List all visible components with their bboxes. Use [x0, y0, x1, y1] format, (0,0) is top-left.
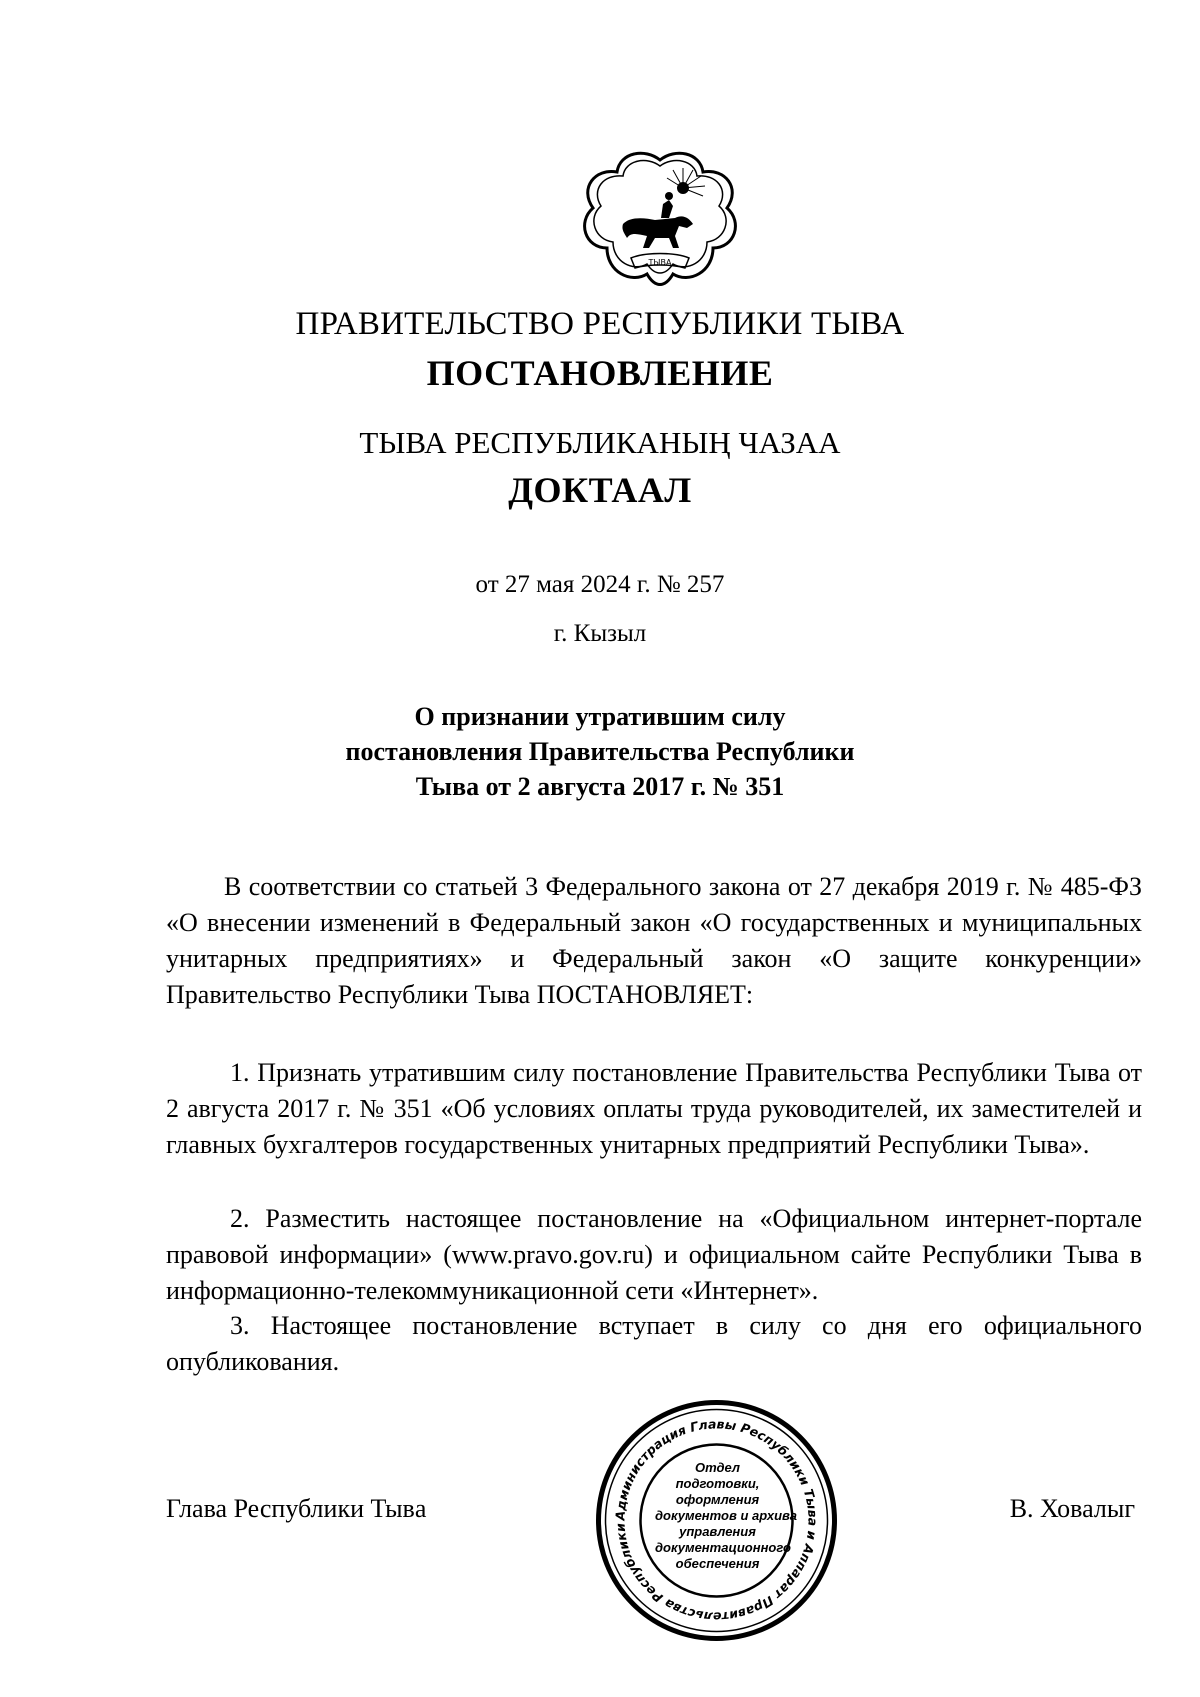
document-type-ru: ПОСТАНОВЛЕНИЕ — [426, 353, 774, 393]
preamble-paragraph: В соответствии со статьей 3 Федерального закона от 27 декабря 2019 г. № 485-ФЗ «О внесении изменений в Федеральный закон «О государственных и муниципальных унитарных предприятиях» и Федеральный закон «О защите конкуренции» Правительство Республики Тыва ПОСТАНОВЛЯЕТ: — [166, 872, 1142, 1009]
clause-3-paragraph: 3. Настоящее постановление вступает в силу со дня его официального опубликования. — [166, 1311, 1142, 1376]
emblem-ribbon-text: ТЫВА — [648, 258, 672, 267]
official-stamp — [594, 1398, 839, 1643]
clause-1-paragraph: 1. Признать утратившим силу постановление Правительства Республики Тыва от 2 августа 2017 г. № 351 «Об условиях оплаты труда руководителей, их заместителей и главных бухгалтеров государственных унитарных предприятий Республики Тыва». — [166, 1058, 1142, 1159]
tuva-coat-of-arms-icon — [575, 148, 745, 298]
stamp-line: оформления — [675, 1492, 760, 1507]
stamp-line: документационного — [655, 1540, 791, 1555]
stamp-line: обеспечения — [675, 1556, 760, 1571]
document-title-line: О признании утратившим силу — [414, 702, 786, 731]
document-title-line: постановления Правительства Республики — [345, 737, 855, 766]
stamp-line: документов и архива — [655, 1508, 797, 1523]
document-title — [0, 699, 1200, 804]
document-type-tuv: ДОКТААЛ — [508, 470, 692, 510]
stamp-ring-text: Администрация Главы Республики Тыва и Аппарат Правительства Республики — [612, 1416, 821, 1625]
document-date-number: от 27 мая 2024 г. № 257 — [475, 571, 725, 598]
document-title-line: Тыва от 2 августа 2017 г. № 351 — [415, 772, 785, 801]
document-city: г. Кызыл — [553, 620, 647, 647]
signatory-position: Глава Республики Тывa — [166, 1494, 427, 1523]
stamp-inner-text — [655, 1460, 797, 1572]
issuing-authority-tuv: ТЫВА РЕСПУБЛИКАНЫҢ ЧАЗАА — [359, 425, 841, 460]
stamp-line: подготовки, — [675, 1476, 760, 1491]
stamp-line: Отдел — [694, 1460, 740, 1475]
stamp-line: управления — [679, 1524, 756, 1539]
signatory-name: В. Ховалыг — [1009, 1494, 1135, 1523]
clause-2-paragraph: 2. Разместить настоящее постановление на «Официальном интернет-портале правовой информации» (www.pravo.gov.ru) и официальном сайте Республики Тыва в информационно-телекоммуникационной сети «Интернет». — [166, 1204, 1142, 1305]
issuing-authority-ru: ПРАВИТЕЛЬСТВО РЕСПУБЛИКИ ТЫВА — [295, 306, 905, 342]
